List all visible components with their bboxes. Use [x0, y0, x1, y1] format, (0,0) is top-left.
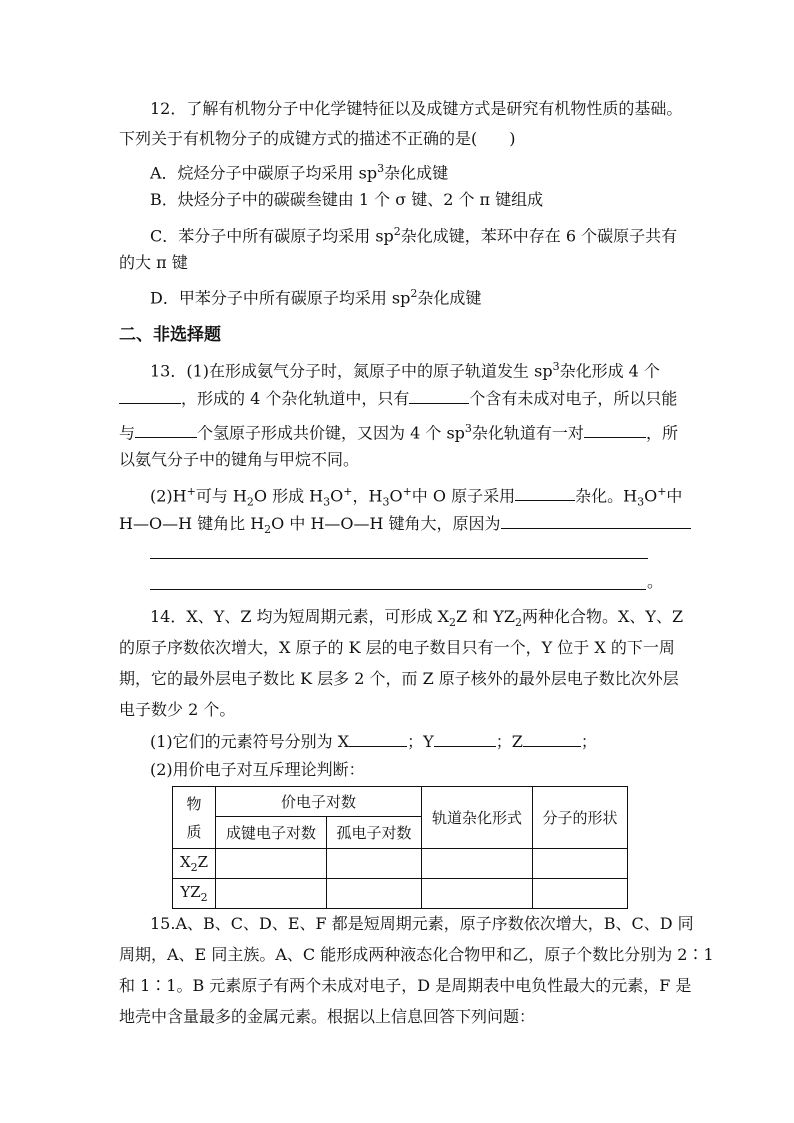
q13-line3: 与 个氢原子形成共价键，又因为 4 个 $sp^3$杂化轨道有一对 ，所 [119, 422, 678, 443]
header-lone-pairs: 孤电子对数 [327, 817, 422, 849]
answer-blank[interactable] [434, 730, 496, 747]
q13-line1: 13．(1)在形成氨气分子时，氮原子中的原子轨道发生 $sp^3$杂化形成 4 个 [150, 360, 660, 381]
q12-stem-line1: 12．了解有机物分子中化学键特征以及成键方式是研究有机物性质的基础。 [150, 99, 683, 118]
answer-blank[interactable] [349, 730, 407, 747]
answer-blank[interactable] [523, 730, 581, 747]
q14-line2: 的原子序数依次增大，X 原子的 K 层的电子数目只有一个，Y 位于 X 的下一周 [119, 638, 675, 657]
answer-cell[interactable] [327, 879, 422, 909]
answer-blank[interactable] [515, 484, 575, 501]
answer-blank[interactable] [409, 387, 469, 404]
answer-cell[interactable] [216, 849, 327, 879]
header-hybridization: 轨道杂化形式 [422, 787, 533, 849]
answer-cell[interactable] [533, 879, 628, 909]
answer-line[interactable] [150, 558, 648, 559]
q14-line4: 电子数少 2 个。 [119, 700, 236, 719]
vsepr-table [172, 786, 628, 909]
q12-option-c-line2: 的大 π 键 [119, 253, 188, 272]
q12-option-c: C．苯分子中所有碳原子均采用 $sp^2$杂化成键，苯环中存在 6 个碳原子共有 [150, 225, 678, 246]
q15-line1: 15.A、B、C、D、E、F 都是短周期元素，原子序数依次增大，B、C、D 同 [150, 914, 694, 933]
header-substance: 物 质 [173, 787, 216, 849]
header-bonding-pairs: 成键电子对数 [216, 817, 327, 849]
answer-blank[interactable] [584, 421, 646, 438]
answer-blank[interactable] [501, 512, 691, 529]
q14-sub1: (1)它们的元素符号分别为 X ；Y ；Z ； [150, 732, 597, 751]
q12-option-d: D．甲苯分子中所有碳原子均采用 $sp^2$杂化成键 [150, 287, 482, 308]
answer-blank[interactable] [135, 421, 197, 438]
section-heading: 二、非选择题 [119, 325, 221, 345]
q14-line1: 14．X、Y、Z 均为短周期元素，可形成 $X_2Z$ 和 $YZ_2$两种化合物。X、Y、Z [150, 607, 684, 630]
row-label: $YZ_2$ [173, 879, 216, 909]
answer-cell[interactable] [216, 879, 327, 909]
q12-stem-line2: 下列关于有机物分子的成键方式的描述不正确的是( ) [119, 129, 516, 148]
q13-part2-line1: (2)H+可与 $H_2O$ 形成 $H_3O^+$，$H_3O^+$中 O 原子采用 杂化。$H_3O^+$中 [150, 485, 683, 509]
q15-line4: 地壳中含量最多的金属元素。根据以上信息回答下列问题： [119, 1007, 536, 1026]
answer-cell[interactable] [327, 849, 422, 879]
answer-cell[interactable] [422, 879, 533, 909]
q15-line3: 和 1∶1。B 元素原子有两个未成对电子，D 是周期表中电负性最大的元素，F 是 [119, 976, 692, 995]
answer-line[interactable] [150, 589, 646, 590]
q12-option-a: A．烷烃分子中碳原子均采用 $sp^3$杂化成键 [150, 162, 449, 183]
q15-line2: 周期，A、E 同主族。A、C 能形成两种液态化合物甲和乙，原子个数比分别为 2∶1 [119, 945, 714, 964]
q13-line4: 以氨气分子中的键角与甲烷不同。 [119, 450, 360, 469]
q14-line3: 期，它的最外层电子数比 K 层多 2 个，而 Z 原子核外的最外层电子数比次外层 [119, 669, 679, 688]
header-shape: 分子的形状 [533, 787, 628, 849]
q13-part2-line2: H—O—H 键角比 $H_2O$ 中 H—O—H 键角大，原因为 [119, 512, 691, 541]
q13-line2: ，形成的 4 个杂化轨道中，只有 个含有未成对电子，所以只能 [119, 387, 677, 410]
q14-sub2: (2)用价电子对互斥理论判断： [150, 760, 365, 779]
answer-blank[interactable] [119, 387, 181, 404]
answer-cell[interactable] [422, 849, 533, 879]
row-label: $X_2Z$ [173, 849, 216, 879]
answer-cell[interactable] [533, 849, 628, 879]
q12-option-b: B．炔烃分子中的碳碳叁键由 1 个 σ 键、2 个 π 键组成 [150, 190, 544, 209]
header-valence-pairs: 价电子对数 [216, 787, 422, 817]
end-mark: 。 [647, 572, 664, 591]
